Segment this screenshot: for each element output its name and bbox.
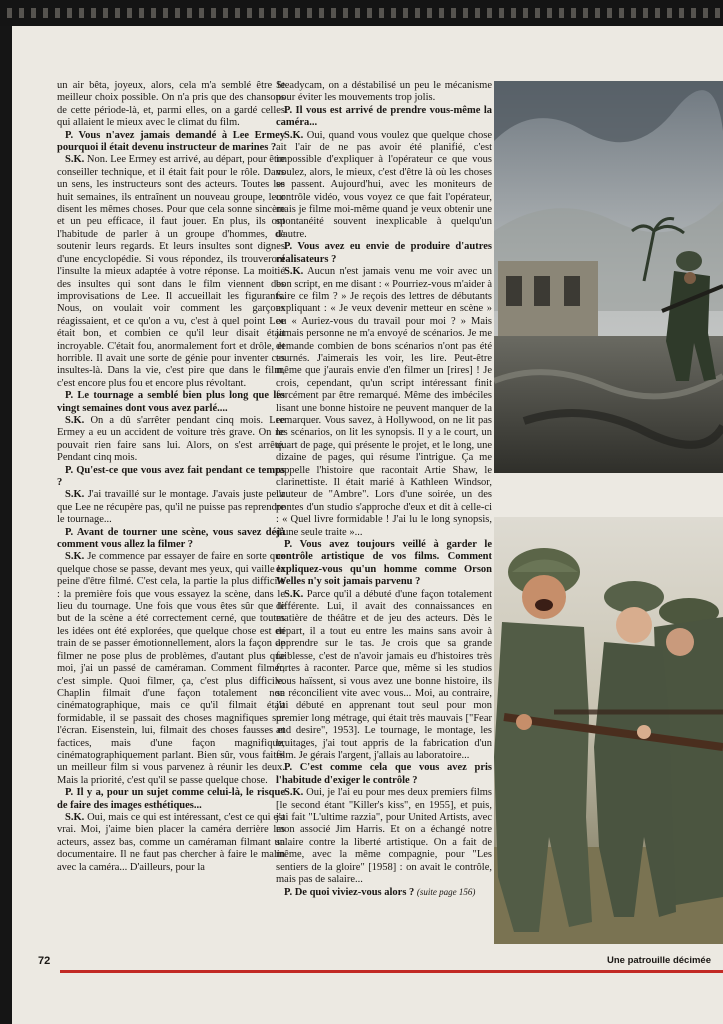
scan-edge bbox=[0, 26, 12, 1024]
paragraph-text: Aucun n'est jamais venu me voir avec un bon script, en me disant : « Pourriez-vous m'aider à faire ce film ? » Je reçois des lettres de débutants expliquant : « Je veux devenir metteur en scène » ou « Auriez-vous du travail pour moi ? » Mais jamais personne ne m'a envoyé de scénarios. Je me demande combien de bons scénarios n'ont pas été tournés. J'aimerais les voir, les lire. Peut-être même que j'aurais envie d'en filmer un [rires] ! Je crois, cependant, qu'un script intéressant finit forcément par être remarqué. Même des imbéciles lisant une bonne histoire ne peuvent manquer de la remarquer. Vous savez, à Hollywood, on ne lit pas les scénarios, on lit les synopsis. Il y a le court, un quart de page, qui présente le projet, et le long, une dizaine de pages, qui résume l'intrigue. Ça me rappelle l'histoire que racontait Artie Shaw, le clarinettiste. Il était marié à Kathleen Windsor, l'auteur de "Ambre". Lors d'une soirée, un des pontes d'un studio s'approche d'eux et dit à celle-ci : « Quel livre formidable ! J'ai lu le long synopsis, d'une seule traite »... bbox=[276, 266, 493, 538]
magazine-page bbox=[12, 26, 723, 1024]
speaker-label: S.K. bbox=[65, 811, 85, 823]
interview-question bbox=[57, 390, 285, 415]
paragraph-text: P. Il y a, pour un sujet comme celui-là, le risque de faire des images esthétiques... bbox=[57, 787, 285, 811]
speaker-label: S.K. bbox=[65, 154, 85, 166]
paragraph-text: Oui, je l'ai eu pour mes deux premiers films [le second étant "Killer's kiss", en 1955], et puis, j'ai fait "L'ultime razzia", pour United Artists, avec mon associé Jim Harris. Et on a échangé notre salaire contre la liberté artistique. On a fait de même, avec la même compagnie, pour "Les sentiers de la gloire" [1958] : on avait le contrôle, mais pas de salaire... bbox=[276, 787, 492, 885]
text-column-left bbox=[57, 80, 285, 874]
paragraph-text: Oui, mais ce qui est intéressant, c'est ce qui est vrai. Moi, j'aime bien placer la caméra derrière les acteurs, assez bas, comme un caméraman filmant un documentaire. Il ne faut pas chercher à faire le malin avec la caméra... D'ailleurs, pour la bbox=[57, 811, 285, 873]
paragraph-text: Non. Lee Ermey est arrivé, au départ, pour être conseiller technique, et il était fait pour le rôle. Dans un sens, les instructeurs sont des acteurs. Toutes les huit semaines, ils entraînent un nouveau groupe, leur disent les mêmes choses. Pour que cela sonne sincère et un peu efficace, il faut jouer. En plus, ils ont l'habitude de parler à un groupe d'hommes, de soutenir leurs regards. Et leurs insultes sont dignes d'une encyclopédie. Si vous répondez, ils trouveront l'insulte la mieux adaptée à votre réponse. La moitié des insultes qui sont dans le film viennent des improvisations de Lee. Il accueillait les figurants. Nous, on voulait voir comment les garçons réagissaient, et ce qu'on a vu, c'est à quel point Lee était bon, et combien ce qu'il leur disait était incroyable. C'était fou, anormalement fort et drôle, et horrible. Il avait une sorte de génie pour inventer ces insultes-là. Dans la vie, c'est pire que dans le film, c'est encore plus fou et encore plus révoltant. bbox=[57, 154, 286, 389]
paragraph-text: Steadycam, on a déstabilisé un peu le mécanisme pour éviter les mouvements trop jolis. bbox=[276, 80, 492, 104]
paragraph-text: P. De quoi viviez-vous alors ? bbox=[284, 887, 415, 899]
interview-question bbox=[276, 762, 492, 787]
paragraph-text: Parce qu'il a débuté d'une façon totalement différente. Lui, il avait des connaissances en matière de théâtre et de jeu des acteurs. Dès le départ, il a tout eu entre les mains sans avoir à apprendre sur le tas. Je crois que sa grande faiblesse, c'est de n'avoir jamais eu d'histoires très fortes à raconter. Parce que, même si les studios vous haïssent, si vous avez une bonne histoire, ils se réconcilient vite avec vous... Moi, au contraire, j'ai débuté en apprenant tout seul pour mon premier long métrage, qui était très mauvais ["Fear and desire", 1953]. Le tournage, le montage, les bruitages, j'ai tout appris de la fabrication d'un film. Je gérais l'argent, j'allais au laboratoire... bbox=[276, 588, 492, 761]
interview-paragraph bbox=[57, 551, 285, 787]
interview-paragraph bbox=[57, 489, 285, 526]
interview-paragraph bbox=[57, 80, 285, 130]
paragraph-text: Je commence par essayer de faire en sorte que quelque chose se passe, devant mes yeux, qui vaille la peine d'être filmé. C'est cela, la partie la plus difficile : la première fois que vous essayez la scène, dans le lieu du tournage. Une fois que vous êtes sûr que le but de la scène a été correctement cerné, que toutes les idées ont été explorées, que quelque chose est en train de se passer émotionnellement, alors la façon de filmer ne pose plus de problèmes, d'autant plus que moi, j'ai un passé de caméraman. Comment filmer, c'est simple. Quoi filmer, ça, c'est plus difficile. Chaplin filmait d'une façon totalement non cinématographique, mais ce qu'il filmait était formidable, il se passait des choses magnifiques sur l'écran. Eisenstein, lui, filmait des choses fausses et factices, mais d'une façon magnifique, cinématographiquement parlant. Bien sûr, vous faites un meilleur film si vous parvenez à réunir les deux. Mais la priorité, c'est qu'il se passe quelque chose. bbox=[57, 551, 286, 786]
interview-paragraph bbox=[276, 80, 492, 105]
paragraph-text: P. C'est comme cela que vous avez pris l'habitude d'exiger le contrôle ? bbox=[276, 762, 492, 786]
interview-question bbox=[276, 241, 492, 266]
paragraph-text: Oui, quand vous voulez que quelque chose ait l'air de ne pas avoir été planifié, c'est impossible d'expliquer à l'opérateur ce que vous voulez, alors, le mieux, c'est d'être là où les choses se passent. Aujourd'hui, avec les moniteurs de contrôle vidéo, vous voyez ce que fait l'opérateur, mais je filme moi-même quand je veux obtenir une spontanéité souvent inexplicable à quelqu'un d'autre. bbox=[276, 129, 492, 240]
paragraph-text: J'ai travaillé sur le montage. J'avais juste peur que Lee ne récupère pas, qu'il ne puisse pas reprendre le tournage... bbox=[57, 489, 286, 526]
paragraph-text: P. Qu'est-ce que vous avez fait pendant ce temps ? bbox=[57, 464, 285, 488]
paragraph-text: On a dû s'arrêter pendant cinq mois. Lee Ermey a eu un accident de voiture très grave. On ne pouvait rien faire sans lui. Alors, on s'est arrêté. Pendant cinq mois. bbox=[57, 414, 286, 464]
interview-paragraph bbox=[276, 589, 492, 763]
interview-question bbox=[276, 539, 492, 589]
continuation-note: (suite page 156) bbox=[416, 887, 476, 898]
page-number: 72 bbox=[38, 955, 51, 967]
interview-question bbox=[57, 130, 285, 155]
film-perforation-strip bbox=[0, 0, 723, 26]
speaker-label: S.K. bbox=[284, 588, 304, 600]
interview-question bbox=[276, 105, 492, 130]
interview-paragraph bbox=[276, 130, 492, 242]
paragraph-text: P. Avant de tourner une scène, vous savez déjà comment vous allez la filmer ? bbox=[57, 526, 285, 551]
photo-caption: Une patrouille décimée bbox=[606, 955, 711, 966]
speaker-label: S.K. bbox=[65, 414, 85, 426]
paragraph-text: P. Il vous est arrivé de prendre vous-même la caméra... bbox=[276, 104, 492, 129]
paragraph-text: P. Vous n'avez jamais demandé à Lee Ermey pourquoi il était devenu instructeur de marines ? bbox=[57, 129, 285, 154]
photo-marine-patrol bbox=[494, 517, 723, 944]
interview-paragraph bbox=[57, 812, 285, 874]
interview-question bbox=[57, 465, 285, 490]
speaker-label: S.K. bbox=[284, 266, 304, 278]
speaker-label: S.K. bbox=[65, 489, 85, 501]
interview-question bbox=[57, 527, 285, 552]
footer-rule bbox=[60, 970, 723, 973]
text-column-middle bbox=[276, 80, 492, 900]
speaker-label: S.K. bbox=[65, 551, 85, 563]
paragraph-text: un air bêta, joyeux, alors, cela m'a semblé être le meilleur choix possible. On n'a pris que des chansons de cette période-là, et, parmi elles, on a gardé celles qui allaient le mieux avec le climat du film. bbox=[57, 80, 285, 129]
interview-paragraph bbox=[276, 266, 492, 539]
speaker-label: S.K. bbox=[284, 129, 304, 141]
paragraph-text: P. Vous avez toujours veillé à garder le contrôle artistique de vos films. Comment expliquez-vous qu'un homme comme Orson Welles n'y soit jamais parvenu ? bbox=[276, 539, 492, 588]
interview-paragraph bbox=[57, 154, 285, 390]
interview-question bbox=[57, 787, 285, 812]
paragraph-text: P. Vous avez eu envie de produire d'autres réalisateurs ? bbox=[276, 241, 492, 265]
photo-soldier-ruins bbox=[494, 81, 723, 473]
paragraph-text: P. Le tournage a semblé bien plus long que les vingt semaines dont vous avez parlé.... bbox=[57, 390, 285, 414]
interview-paragraph bbox=[57, 415, 285, 465]
interview-paragraph bbox=[276, 787, 492, 886]
interview-question bbox=[276, 886, 492, 899]
speaker-label: S.K. bbox=[284, 787, 304, 799]
